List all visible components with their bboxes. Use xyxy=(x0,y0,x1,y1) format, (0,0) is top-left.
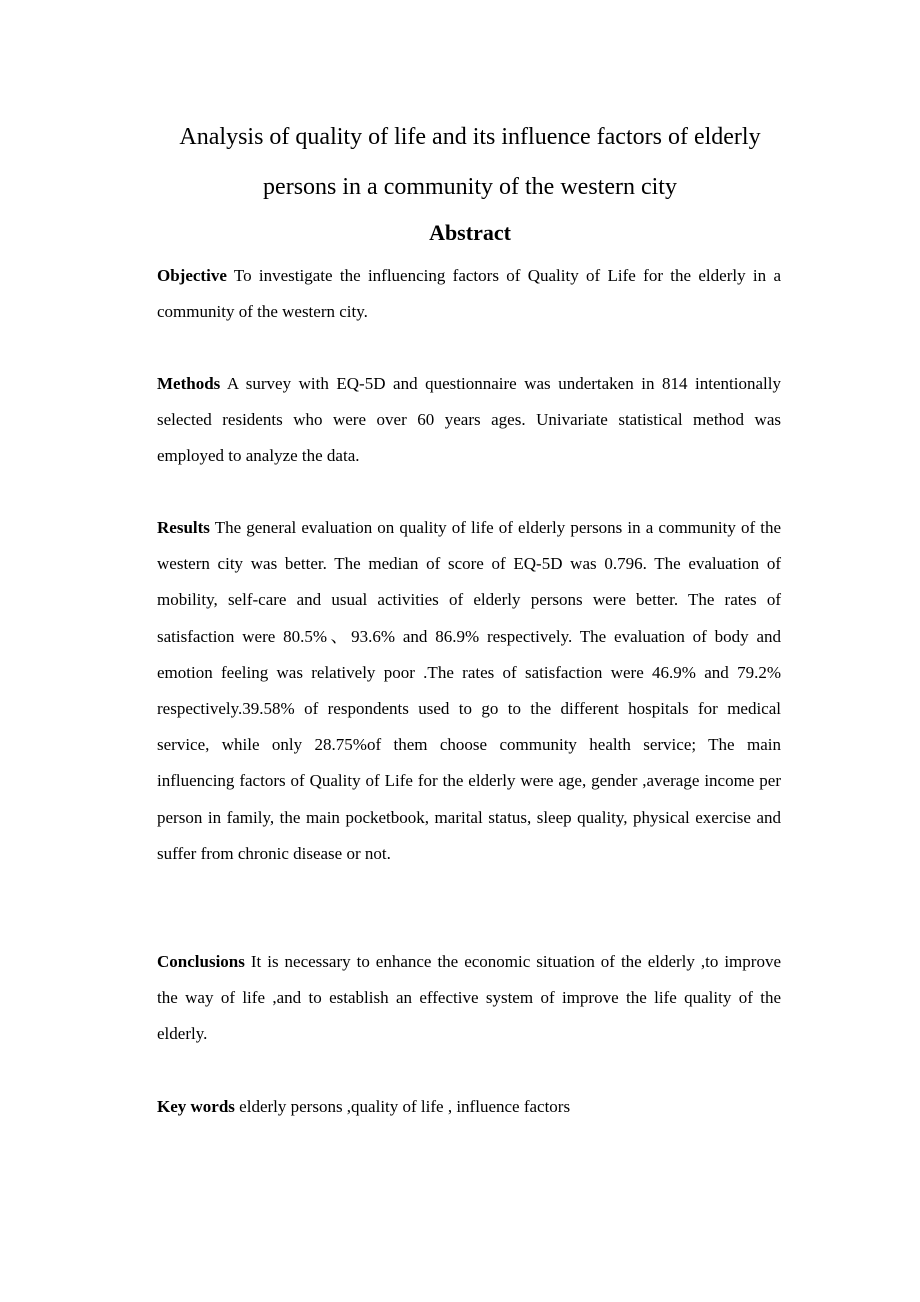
objective-text: To investigate the influencing factors of Quality of Life for the elderly in a community of the western city. xyxy=(157,266,781,322)
conclusions-label: Conclusions xyxy=(157,952,245,971)
keywords-text: elderly persons ,quality of life , influence factors xyxy=(234,1097,571,1116)
conclusions-text: It is necessary to enhance the economic situation of the elderly ,to improve the way of life ,and to establish an effective system of improve the life quality of the elderly. xyxy=(157,952,781,1044)
methods-text: A survey with EQ-5D and questionnaire was undertaken in 814 intentionally selected residents who were over 60 years ages. Univariate statistical method was employed to analyze the data. xyxy=(157,374,781,466)
keywords-section xyxy=(157,1089,781,1125)
abstract-heading: Abstract xyxy=(429,220,511,245)
results-label: Results xyxy=(157,518,210,537)
paper-title-line-2: persons in a community of the western city xyxy=(263,174,677,200)
paper-title xyxy=(120,112,820,212)
keywords-label: Key words xyxy=(157,1097,235,1116)
methods-label: Methods xyxy=(157,374,221,393)
conclusions-section xyxy=(157,944,781,1053)
objective-label: Objective xyxy=(157,266,227,285)
results-section xyxy=(157,510,781,872)
results-text: The general evaluation on quality of life of elderly persons in a community of the western city was better. The median of score of EQ-5D was 0.796. The evaluation of mobility, self-care and usual activities of elderly persons were better. The rates of satisfaction were 80.5%、93.6% and 86.9% respectively. The evaluation of body and emotion feeling was relatively poor .The rates of satisfaction were 46.9% and 79.2% respectively.39.58% of respondents used to go to the different hospitals for medical service, while only 28.75%of them choose community health service; The main influencing factors of Quality of Life for the elderly were age, gender ,average income per person in family, the main pocketbook, marital status, sleep quality, physical exercise and suffer from chronic disease or not. xyxy=(157,518,781,863)
paper-title-line-1: Analysis of quality of life and its influence factors of elderly xyxy=(179,124,761,150)
methods-section xyxy=(157,366,781,475)
objective-section xyxy=(157,258,781,330)
